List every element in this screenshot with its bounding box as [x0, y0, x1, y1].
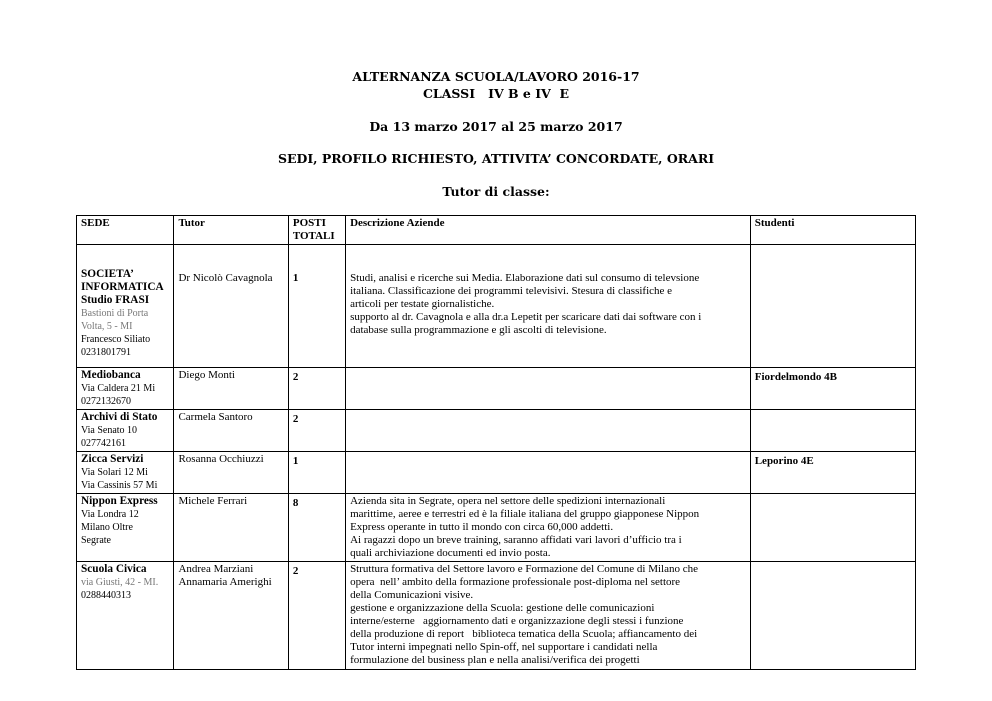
- company-address: Via Senato 10: [81, 425, 138, 436]
- tutor-name: Michele Ferrari: [178, 495, 248, 507]
- description-line: interne/esterne aggiornamento dati e organizzazione degli stessi i funzione: [350, 615, 684, 627]
- company-name: Scuola Civica: [81, 563, 147, 575]
- studenti-cell: [750, 368, 915, 410]
- tutor-cell: [174, 562, 288, 670]
- posti-cell: [288, 245, 345, 368]
- table-row: [77, 368, 916, 410]
- posti-value: 2: [292, 413, 299, 425]
- descrizione-cell: [346, 410, 751, 452]
- header-sede: SEDE: [77, 216, 174, 245]
- description-line: della Comunicazioni visive.: [350, 589, 474, 601]
- studenti-cell: [750, 452, 915, 494]
- company-address: 027742161: [81, 438, 126, 449]
- subtitle-line: SEDI, PROFILO RICHIESTO, ATTIVITA’ CONCORDATE, ORARI: [277, 151, 715, 166]
- posti-cell: [288, 368, 345, 410]
- sede-cell: [77, 452, 174, 494]
- posti-cell: [288, 494, 345, 562]
- sede-cell: [77, 245, 174, 368]
- company-address: Bastioni di Porta: [81, 308, 149, 319]
- document-title: ALTERNANZA SCUOLA/LAVORO 2016-17: [352, 69, 640, 84]
- sedi-table: [76, 215, 916, 670]
- company-address: 0272132670: [81, 396, 131, 407]
- company-name: SOCIETA’: [81, 268, 134, 280]
- posti-cell: [288, 452, 345, 494]
- description-line: opera nell’ ambito della formazione professionale post-diploma nel settore: [350, 576, 681, 588]
- posti-value: 2: [292, 565, 299, 577]
- description-line: della produzione di report biblioteca tematica della Scuola; affiancamento dei: [350, 628, 698, 640]
- studenti-cell: [750, 245, 915, 368]
- sede-cell: [77, 368, 174, 410]
- posti-value: 8: [292, 497, 299, 509]
- company-address: Volta, 5 - MI: [81, 321, 133, 332]
- company-address: Via Caldera 21 Mi: [81, 383, 156, 394]
- description-line: Studi, analisi e ricerche sui Media. Elaborazione dati sul consumo di televsione: [350, 272, 700, 284]
- company-name: Archivi di Stato: [81, 411, 158, 423]
- descrizione-cell: [346, 562, 751, 670]
- header-posti: [288, 216, 345, 245]
- tutor-cell: [174, 452, 288, 494]
- table-row: [77, 410, 916, 452]
- tutor-cell: [174, 494, 288, 562]
- company-address: Via Solari 12 Mi: [81, 467, 148, 478]
- description-line: italiana. Classificazione dei programmi televisivi. Stesura di classifiche e: [350, 285, 673, 297]
- descrizione-cell: [346, 452, 751, 494]
- tutor-cell: [174, 368, 288, 410]
- descrizione-cell: [346, 494, 751, 562]
- descrizione-cell: [346, 245, 751, 368]
- company-address: Via Cassinis 57 Mi: [81, 480, 158, 491]
- studente-name: Leporino 4E: [754, 455, 814, 467]
- descrizione-cell: [346, 368, 751, 410]
- company-name: Zicca Servizi: [81, 453, 144, 465]
- description-line: articoli per testate giornalistiche.: [350, 298, 495, 310]
- table-row: [77, 452, 916, 494]
- description-line: Azienda sita in Segrate, opera nel settore delle spedizioni internazionali: [350, 495, 666, 507]
- table-row: [77, 494, 916, 562]
- studenti-cell: [750, 494, 915, 562]
- table-row: [77, 245, 916, 368]
- company-contact: 0231801791: [81, 347, 131, 358]
- description-line: Ai ragazzi dopo un breve training, saranno affidati vari lavori d’ufficio tra i: [350, 534, 682, 546]
- description-line: Struttura formativa del Settore lavoro e Formazione del Comune di Milano che: [350, 563, 698, 575]
- description-line: formulazione del business plan e nella analisi/verifica dei progetti: [350, 654, 640, 666]
- description-line: marittime, aeree e terrestri ed è la filiale italiana del gruppo giapponese Nippon: [350, 508, 700, 520]
- classes-line: CLASSI IV B e IV E: [422, 86, 569, 101]
- posti-cell: [288, 562, 345, 670]
- posti-value: 1: [292, 455, 299, 467]
- tutor-cell: [174, 410, 288, 452]
- studente-name: Fiordelmondo 4B: [754, 371, 837, 383]
- company-contact: 0288440313: [81, 590, 131, 601]
- tutor-cell: [174, 245, 288, 368]
- company-name: Mediobanca: [81, 369, 141, 381]
- header-descrizione: Descrizione Aziende: [346, 216, 751, 245]
- description-line: quali archiviazione documenti ed invio posta.: [350, 547, 551, 559]
- company-address: Segrate: [81, 535, 111, 546]
- sede-cell: [77, 410, 174, 452]
- header-posti-line-2: TOTALI: [292, 230, 335, 242]
- studenti-cell: [750, 410, 915, 452]
- sede-cell: [77, 562, 174, 670]
- company-name: Nippon Express: [81, 495, 158, 507]
- tutor-name: Rosanna Occhiuzzi: [178, 453, 264, 465]
- company-name: Studio FRASI: [81, 294, 150, 306]
- company-address: Milano Oltre: [81, 522, 133, 533]
- company-contact: Francesco Siliato: [81, 334, 151, 345]
- description-line: Tutor interni impegnati nello Spin-off, nel supportare i candidati nella: [350, 641, 658, 653]
- header-posti-line-1: POSTI: [292, 217, 326, 229]
- company-address: via Giusti, 42 - MI.: [81, 577, 159, 588]
- tutor-name: Dr Nicolò Cavagnola: [178, 272, 273, 284]
- dates-line: Da 13 marzo 2017 al 25 marzo 2017: [369, 119, 623, 134]
- header-studenti: Studenti: [750, 216, 915, 245]
- posti-value: 1: [292, 272, 299, 284]
- posti-value: 2: [292, 371, 299, 383]
- table-row: [77, 562, 916, 670]
- company-address: Via Londra 12: [81, 509, 139, 520]
- description-line: supporto al dr. Cavagnola e alla dr.a Lepetit per scaricare dati dai software con i: [350, 311, 702, 323]
- description-line: gestione e organizzazione della Scuola: gestione delle comunicazioni: [350, 602, 655, 614]
- studenti-cell: [750, 562, 915, 670]
- table-header-row: [77, 216, 916, 245]
- tutor-name: Diego Monti: [178, 369, 235, 381]
- company-name: INFORMATICA: [81, 281, 164, 293]
- tutor-heading: Tutor di classe:: [442, 184, 550, 199]
- sede-cell: [77, 494, 174, 562]
- description-line: database sulla programmazione e gli ascolti di televisione.: [350, 324, 607, 336]
- description-line: Express operante in tutto il mondo con circa 60,000 addetti.: [350, 521, 614, 533]
- header-tutor: Tutor: [174, 216, 288, 245]
- tutor-name: Carmela Santoro: [178, 411, 253, 423]
- tutor-name: Andrea Marziani: [178, 563, 254, 575]
- tutor-name: Annamaria Amerighi: [178, 576, 272, 588]
- posti-cell: [288, 410, 345, 452]
